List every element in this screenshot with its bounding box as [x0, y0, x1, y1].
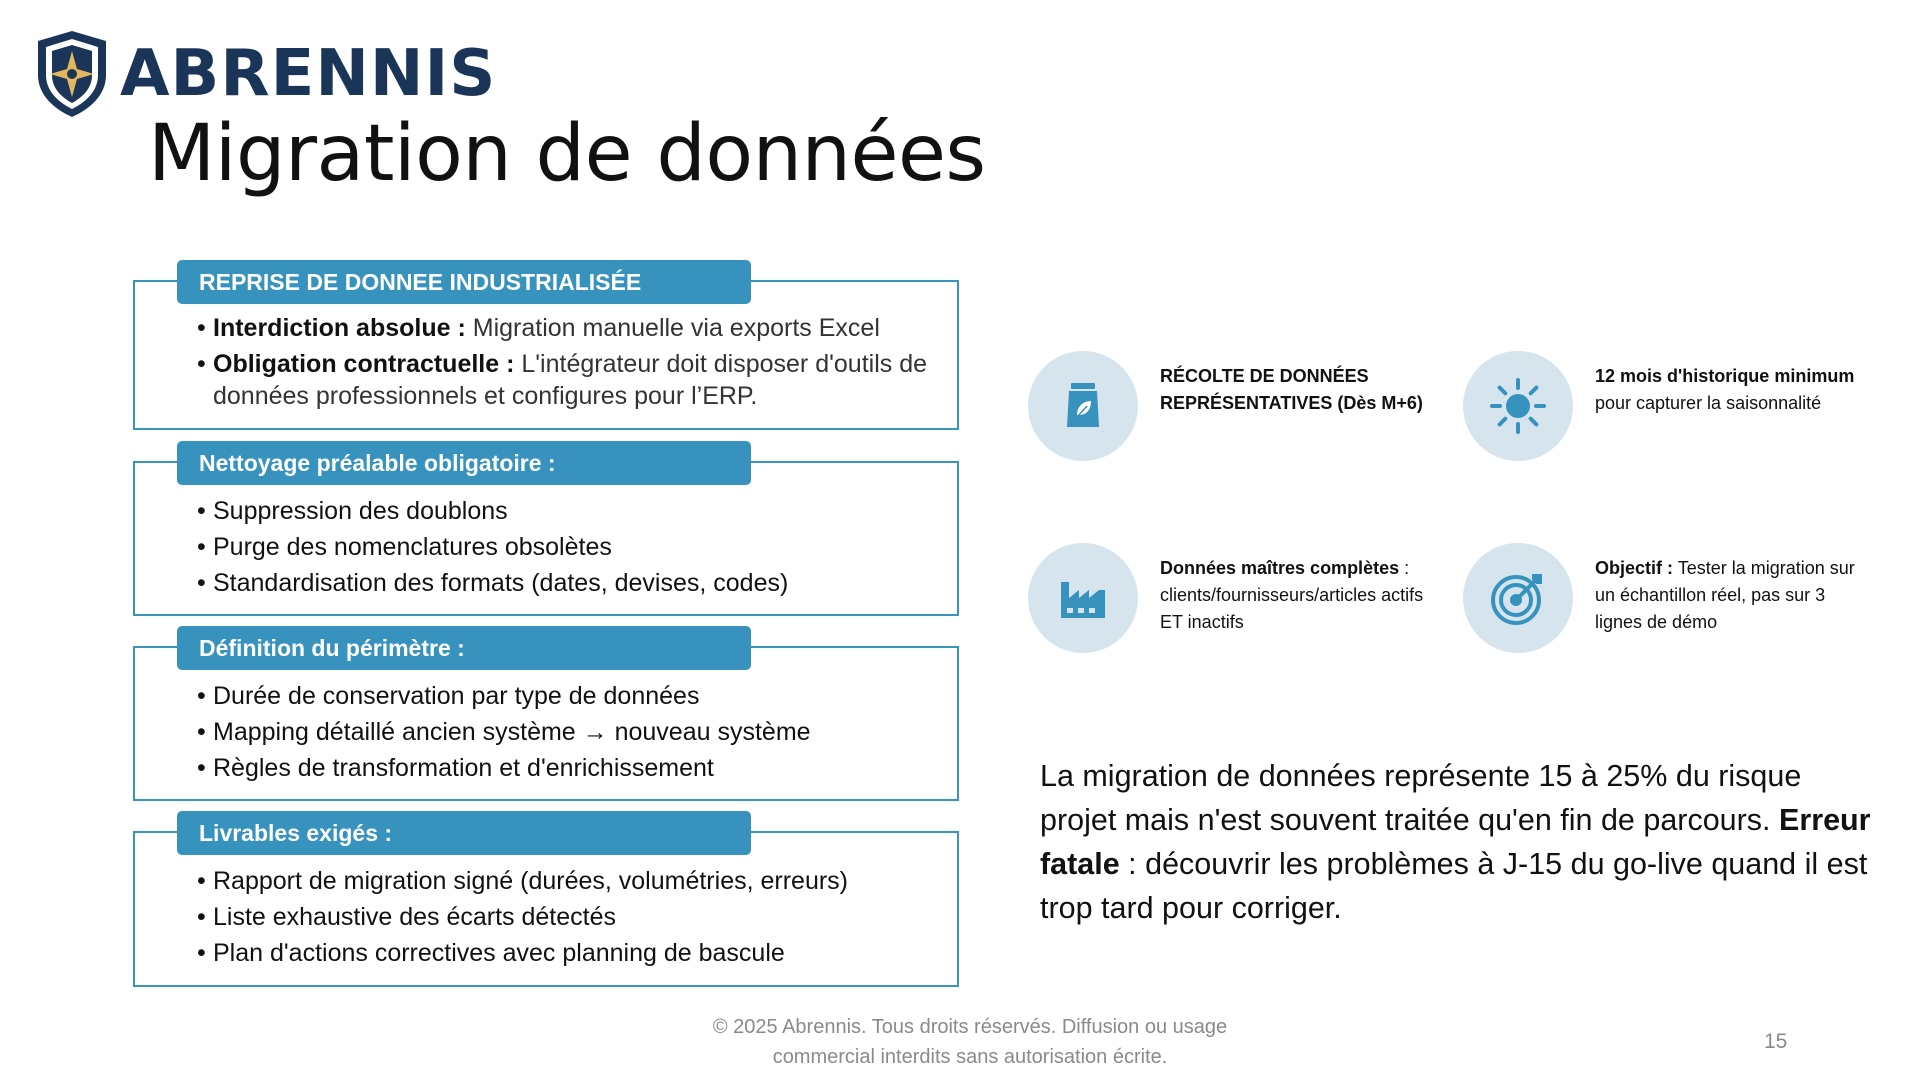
copyright-footer	[640, 1012, 1300, 1072]
section-reprise	[133, 269, 959, 430]
feature-detail: pour capturer la saisonnalité	[1595, 393, 1822, 413]
list-item: • Purge des nomenclatures obsolètes	[197, 529, 937, 565]
seed-bag-icon	[1063, 381, 1103, 431]
page-title: Migration de données	[148, 109, 986, 199]
section-header: Définition du périmètre :	[177, 626, 751, 670]
feature-detail: : clients/fournisseurs/articles actifs ET inactifs	[1160, 558, 1424, 632]
summary-line1: La migration de données représente 15 à 25% du risque projet mais n'est souvent traitée qu'en fin de parcours.	[1040, 759, 1802, 837]
feature-recolte	[1028, 351, 1448, 463]
section-header: Nettoyage préalable obligatoire :	[177, 441, 751, 485]
target-icon	[1490, 570, 1546, 626]
item-text: L'intégrateur doit disposer d'outils de données professionnels et configures pour l’ERP.	[213, 350, 927, 410]
feature-text	[1595, 363, 1875, 417]
list-item: • Standardisation des formats (dates, devises, codes)	[197, 565, 937, 601]
section-header: Livrables exigés :	[177, 811, 751, 855]
footer-line2: commercial interdits sans autorisation écrite.	[772, 1046, 1168, 1068]
section-perimetre	[133, 635, 959, 801]
list-item: • Durée de conservation par type de données	[197, 678, 937, 714]
list-item	[197, 348, 937, 412]
company-logo	[34, 28, 496, 120]
shield-compass-icon	[34, 29, 110, 119]
page-number: 15	[1764, 1030, 1788, 1053]
item-text: Migration manuelle via exports Excel	[465, 314, 880, 342]
icon-circle	[1463, 351, 1573, 461]
feature-text	[1160, 363, 1440, 417]
list-item: • Règles de transformation et d'enrichissement	[197, 750, 937, 786]
sun-icon	[1489, 377, 1547, 435]
list-item: • Liste exhaustive des écarts détectés	[197, 899, 937, 935]
list-item	[197, 310, 937, 346]
section-livrables	[133, 820, 959, 987]
icon-circle	[1028, 351, 1138, 461]
summary-line2: : découvrir les problèmes à J-15 du go-live quand il est trop tard pour corriger.	[1040, 847, 1868, 925]
section-nettoyage	[133, 450, 959, 616]
list-item: • Plan d'actions correctives avec planning de bascule	[197, 935, 937, 971]
feature-objectif	[1463, 543, 1883, 655]
summary-text	[1040, 754, 1880, 930]
icon-circle	[1028, 543, 1138, 653]
feature-bold: Objectif :	[1595, 558, 1674, 578]
summary-bold: Erreur fatale	[1040, 803, 1871, 881]
item-bold: Obligation contractuelle :	[213, 350, 515, 378]
section-header: REPRISE DE DONNEE INDUSTRIALISÉE	[177, 260, 751, 304]
feature-text	[1595, 555, 1875, 636]
feature-bold: 12 mois d'historique minimum	[1595, 366, 1855, 386]
item-bold: Interdiction absolue :	[213, 314, 466, 342]
logo-text: ABRENNIS	[120, 37, 497, 111]
list-item: • Mapping détaillé ancien système → nouveau système	[197, 714, 937, 750]
footer-line1: © 2025 Abrennis. Tous droits réservés. Diffusion ou usage	[712, 1016, 1228, 1038]
section-list	[197, 310, 937, 412]
list-item: • Suppression des doublons	[197, 493, 937, 529]
feature-donnees-maitres	[1028, 543, 1448, 655]
feature-text	[1160, 555, 1440, 636]
section-list	[197, 493, 937, 601]
feature-bold: RÉCOLTE DE DONNÉES REPRÉSENTATIVES (Dès M+6)	[1160, 366, 1423, 413]
icon-circle	[1463, 543, 1573, 653]
section-list	[197, 863, 937, 971]
section-list	[197, 678, 937, 786]
list-item: • Rapport de migration signé (durées, volumétries, erreurs)	[197, 863, 937, 899]
feature-historique	[1463, 351, 1883, 463]
feature-detail: Tester la migration sur un échantillon réel, pas sur 3 lignes de démo	[1595, 558, 1855, 632]
factory-icon	[1059, 576, 1107, 620]
feature-bold: Données maîtres complètes	[1160, 558, 1400, 578]
